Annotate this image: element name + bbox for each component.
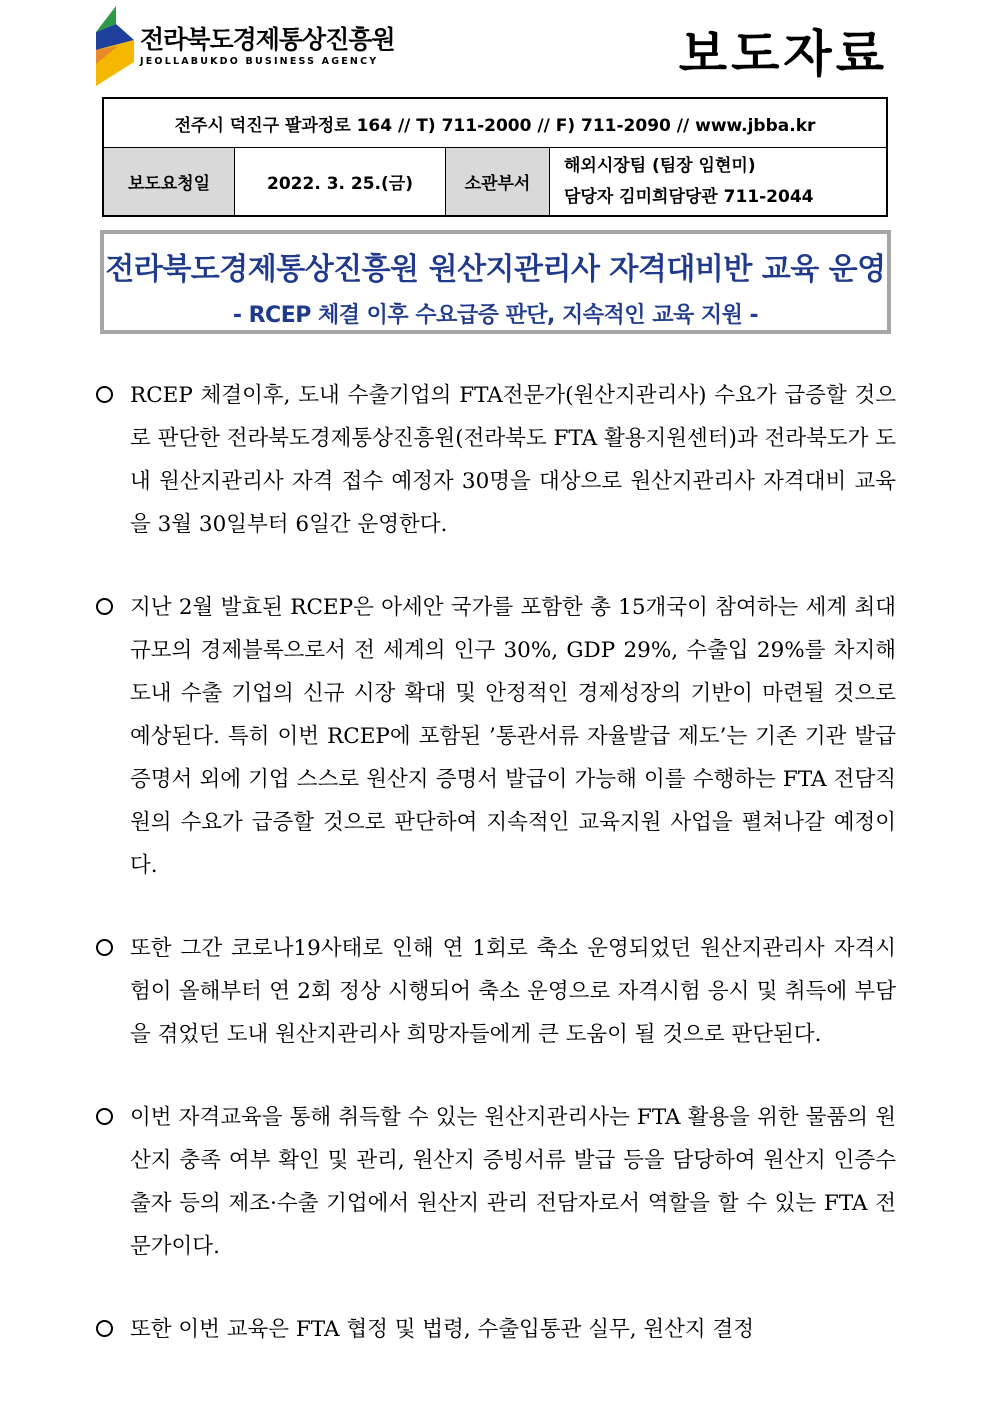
org-name-english: JEOLLABUKDO BUSINESS AGENCY [140, 56, 379, 67]
paragraph-text: 이번 자격교육을 통해 취득할 수 있는 원산지관리사는 FTA 활용을 위한 물품의 원산지 충족 여부 확인 및 관리, 원산지 증빙서류 발급 등을 담당하여 원산지 인증수출자 등의 제조·수출 기업에서 원산지 관리 전담자로서 역할을 할 수 있는 FTA 전문가이다. [130, 1105, 896, 1259]
paragraph-text: 또한 그간 코로나19사태로 인해 연 1회로 축소 운영되었던 원산지관리사 자격시험이 올해부터 연 2회 정상 시행되어 축소 운영으로 자격시험 응시 및 취득에 부담을 겪었던 도내 원산지관리사 희망자들에게 큰 도움이 될 것으로 판단된다. [130, 936, 896, 1047]
headline-box [100, 230, 891, 334]
bullet-circle-icon [96, 939, 113, 956]
paragraph [96, 586, 896, 887]
department-value [550, 148, 886, 215]
org-name-korean: 전라북도경제통상진흥원 [140, 25, 395, 54]
paragraph [96, 927, 896, 1056]
paragraph [96, 374, 896, 546]
paragraph-text: 지난 2월 발효된 RCEP은 아세안 국가를 포함한 총 15개국이 참여하는 세계 최대 규모의 경제블록으로서 전 세계의 인구 30%, GDP 29%, 수출입 29%를 차지해 도내 수출 기업의 신규 시장 확대 및 안정적인 경제성장의 기반이 마련될 것으로 예상된다. 특히 이번 RCEP에 포함된 ’통관서류 자율발급 제도’는 기존 기관 발급 증명서 외에 기업 스스로 원산지 증명서 발급이 가능해 이를 수행하는 FTA 전담직원의 수요가 급증할 것으로 판단하여 지속적인 교육지원 사업을 펼쳐나갈 예정이다. [130, 595, 896, 878]
headline-subtitle: - RCEP 체결 이후 수요급증 판단, 지속적인 교육 지원 - [232, 303, 759, 328]
jbba-logo-icon [94, 6, 138, 86]
department-team: 해외시장팀 (팀장 임현미) [564, 155, 756, 176]
bullet-circle-icon [96, 1320, 113, 1337]
bullet-circle-icon [96, 1108, 113, 1125]
article-body [96, 374, 896, 1391]
info-row [104, 148, 886, 215]
bullet-circle-icon [96, 598, 113, 615]
paragraph-text: RCEP 체결이후, 도내 수출기업의 FTA전문가(원산지관리사) 수요가 급증할 것으로 판단한 전라북도경제통상진흥원(전라북도 FTA 활용지원센터)과 전라북도가 도내 원산지관리사 자격 접수 예정자 30명을 대상으로 원산지관리사 자격대비 교육을 3월 30일부터 6일간 운영한다. [130, 383, 897, 537]
headline-title: 전라북도경제통상진흥원 원산지관리사 자격대비반 교육 운영 [105, 252, 886, 287]
press-info-table [102, 97, 888, 217]
organization-logo [94, 6, 394, 86]
paragraph [96, 1096, 896, 1268]
request-date-value: 2022. 3. 25.(금) [235, 148, 446, 215]
department-label: 소관부서 [446, 148, 550, 215]
press-release-title: 보도자료 [678, 25, 888, 83]
contact-line: 전주시 덕진구 팔과정로 164 // T) 711-2000 // F) 711-2090 // www.jbba.kr [104, 99, 886, 148]
request-date-label: 보도요청일 [104, 148, 235, 215]
paragraph [96, 1308, 896, 1351]
bullet-circle-icon [96, 386, 113, 403]
paragraph-text: 또한 이번 교육은 FTA 협정 및 법령, 수출입통관 실무, 원산지 결정 [130, 1317, 755, 1342]
department-contact: 담당자 김미희담당관 711-2044 [564, 186, 814, 207]
